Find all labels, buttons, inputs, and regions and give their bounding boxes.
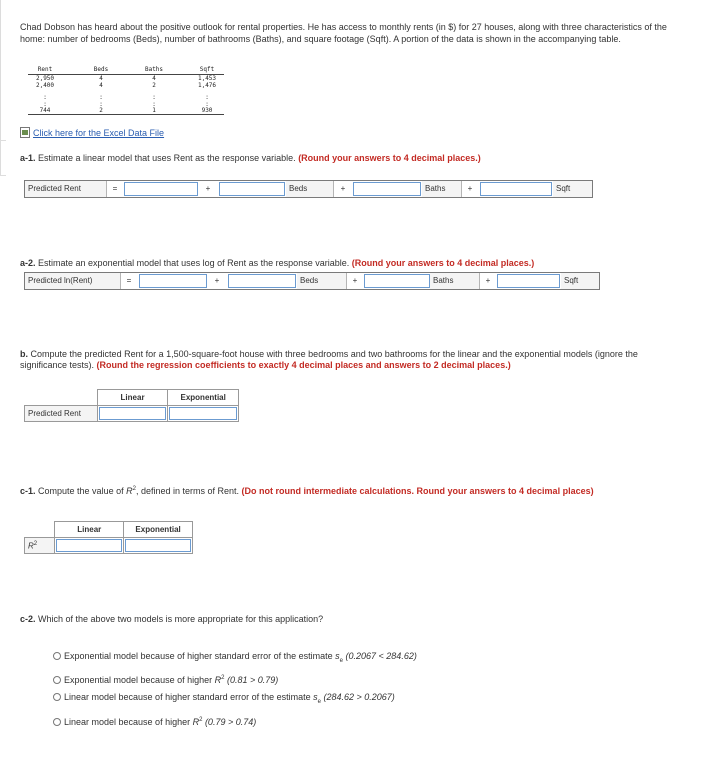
- r2-exponential-input[interactable]: [125, 539, 191, 552]
- predicted-rent-linear-input[interactable]: [99, 407, 167, 420]
- exp-beds-coef-input[interactable]: [228, 274, 296, 288]
- row-label-r-squared: $R^2$: [25, 538, 55, 554]
- excel-link-text[interactable]: Click here for the Excel Data File: [33, 128, 165, 138]
- question-a1: a-1. Estimate a linear model that uses Rent as the response variable. (Round your answers to 4 decimal places.): [20, 153, 481, 163]
- radio-circle[interactable]: [53, 693, 61, 701]
- predicted-rent-label: Predicted Rent: [25, 181, 107, 197]
- r2-linear-cell: [55, 538, 124, 554]
- plus-sign: +: [340, 184, 346, 193]
- exponential-model-equation: [24, 272, 600, 290]
- table-last-row: 744: [39, 107, 51, 114]
- radio-option-2[interactable]: Exponential model because of higher $R^2$ (0.81 > 0.79): [53, 672, 278, 684]
- linear-beds-coef-input[interactable]: [219, 182, 285, 196]
- problem-intro: Chad Dobson has heard about the positive outlook for rental properties. He has access to monthly rents (in $) for 27 houses, along with three characteristics of the home: number of bedrooms (Beds), number of bathrooms (Baths), and square footage (Sqft). A portion of the data is shown in the accompanying table.: [20, 22, 667, 44]
- beds-label: Beds: [297, 273, 347, 289]
- table-row: 4 4 : :: [99, 75, 103, 108]
- radio-option-4[interactable]: Linear model because of higher $R^2$ (0.79 > 0.74): [53, 714, 256, 726]
- beds-label: Beds: [286, 181, 334, 197]
- linear-sqft-coef-input[interactable]: [480, 182, 552, 196]
- table-last-row: 2: [99, 107, 103, 114]
- linear-model-equation: [24, 180, 593, 198]
- exp-intercept-input[interactable]: [139, 274, 207, 288]
- r-squared-table: [24, 521, 193, 554]
- exp-baths-coef-input[interactable]: [364, 274, 430, 288]
- r2-linear-input[interactable]: [56, 539, 122, 552]
- plus-sign: +: [352, 276, 358, 285]
- question-b: b. Compute the predicted Rent for a 1,500-square-foot house with three bedrooms and two bathrooms for the linear and the exponential models (ignore the significance tests). (Round the regression coefficients to exactly 4 decimal places and answers to 2 decimal places.): [20, 349, 638, 370]
- col-header-linear: Linear: [55, 522, 124, 538]
- predicted-rent-exponential-cell: [168, 406, 239, 422]
- linear-baths-coef-input[interactable]: [353, 182, 421, 196]
- question-c1: c-1. Compute the value of $R^2$, defined in terms of Rent. (Do not round intermediate calculations. Round your answers to 4 decimal places): [20, 486, 594, 496]
- predicted-rent-linear-cell: [97, 406, 168, 422]
- col-rent: Rent: [37, 66, 53, 73]
- left-edge-tick: [0, 175, 6, 176]
- table-row: 2,950 2,400 : :: [35, 75, 55, 108]
- col-header-exponential: Exponential: [124, 522, 193, 538]
- table-last-row: 1: [152, 107, 156, 114]
- table-row: 4 2 : :: [152, 75, 156, 108]
- radio-option-1[interactable]: Exponential model because of higher standard error of the estimate $s_e$ (0.2067 < 284.62): [53, 650, 417, 662]
- baths-label: Baths: [430, 273, 480, 289]
- plus-sign: +: [485, 276, 491, 285]
- left-edge-rule: [0, 0, 3, 175]
- question-a2: a-2. Estimate an exponential model that uses log of Rent as the response variable. (Round your answers to 4 decimal places.): [20, 258, 535, 268]
- radio-circle[interactable]: [53, 718, 61, 726]
- plus-sign: +: [214, 276, 220, 285]
- predicted-rent-table: [24, 389, 239, 422]
- equals-sign: =: [126, 276, 132, 285]
- plus-sign: +: [467, 184, 473, 193]
- predicted-ln-rent-label: Predicted ln(Rent): [25, 273, 121, 289]
- left-edge-tick: [0, 140, 6, 141]
- equals-sign: =: [112, 184, 118, 193]
- col-header-exponential: Exponential: [168, 390, 239, 406]
- exp-sqft-coef-input[interactable]: [497, 274, 560, 288]
- col-sqft: Sqft: [199, 66, 215, 73]
- data-table: [24, 66, 224, 114]
- baths-label: Baths: [422, 181, 462, 197]
- radio-circle[interactable]: [53, 652, 61, 660]
- plus-sign: +: [205, 184, 211, 193]
- sqft-label: Sqft: [553, 181, 592, 197]
- question-c2: c-2. Which of the above two models is more appropriate for this application?: [20, 614, 324, 624]
- radio-circle[interactable]: [53, 676, 61, 684]
- excel-data-link[interactable]: [20, 127, 164, 138]
- radio-option-3[interactable]: Linear model because of higher standard error of the estimate $s_e$ (284.62 > 0.2067): [53, 691, 395, 703]
- excel-file-icon: [20, 127, 30, 138]
- row-label-predicted-rent: Predicted Rent: [25, 406, 98, 422]
- col-baths: Baths: [144, 66, 164, 73]
- sqft-label: Sqft: [561, 273, 599, 289]
- table-last-row: 930: [201, 107, 213, 114]
- table-row: 1,453 1,476 : :: [197, 75, 217, 108]
- predicted-rent-exponential-input[interactable]: [169, 407, 237, 420]
- col-header-linear: Linear: [97, 390, 168, 406]
- table-bottom-rule: [28, 114, 224, 115]
- r2-exponential-cell: [124, 538, 193, 554]
- linear-intercept-input[interactable]: [124, 182, 198, 196]
- col-beds: Beds: [93, 66, 109, 73]
